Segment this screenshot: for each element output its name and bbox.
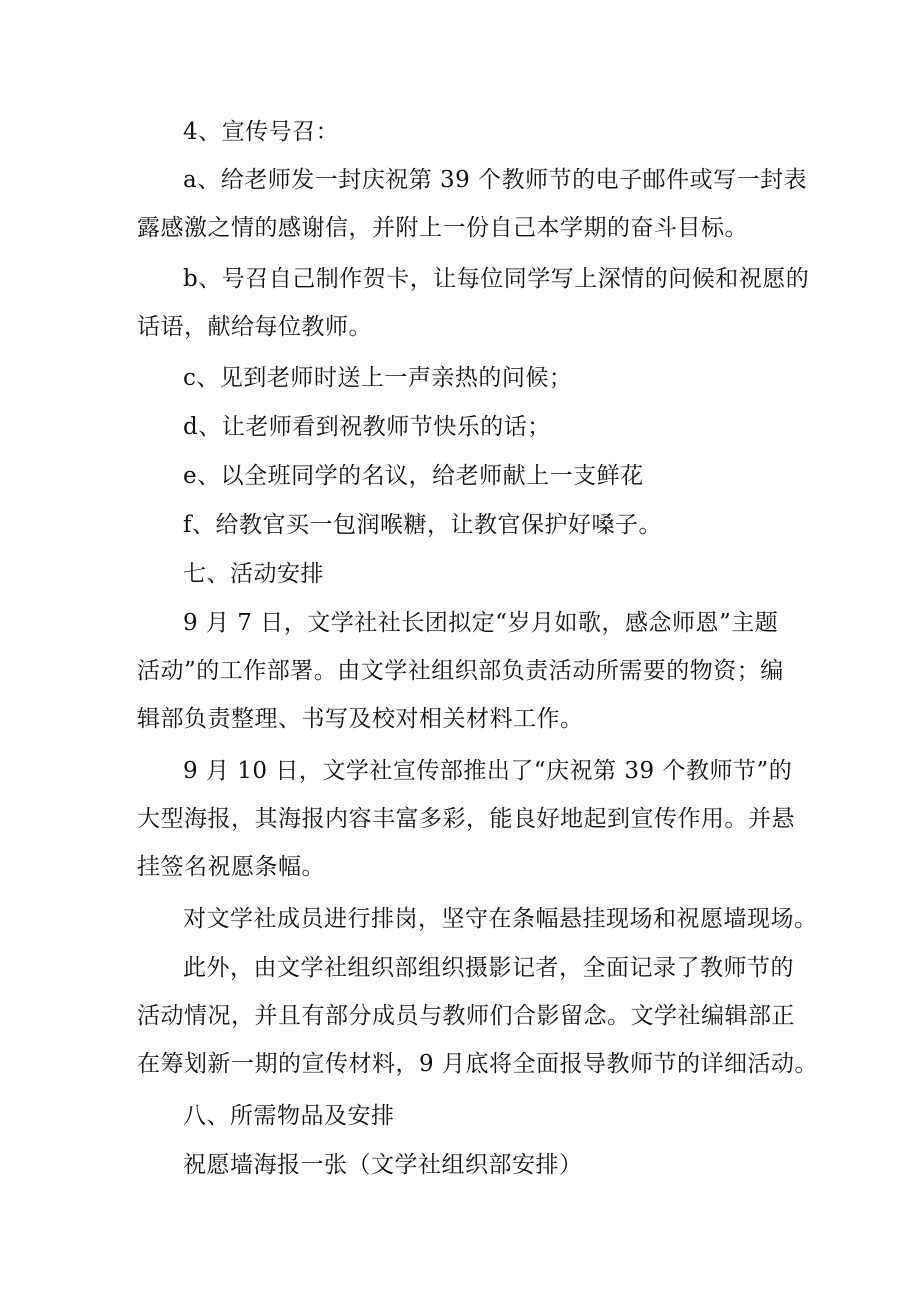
paragraph-item-b — [137, 255, 817, 351]
paragraph-photography — [137, 944, 817, 1088]
paragraph-sept-10 — [137, 747, 817, 891]
paragraph-shift-arrangement — [137, 895, 817, 943]
text-line: d、让老师看到祝教师节快乐的话； — [183, 414, 551, 440]
paragraph-item-f — [137, 501, 817, 549]
text-line: 此外，由文学社组织部组织摄影记者，全面记录了教师节的 — [183, 955, 794, 981]
text-line: 9 月 7 日，文学社社长团拟定“岁月如歌，感念师恩”主题 — [183, 610, 779, 636]
section-heading-required-items — [137, 1092, 817, 1140]
paragraph-sept-7 — [137, 599, 817, 743]
paragraph-item-e — [137, 452, 817, 500]
text-line: 话语，献给每位教师。 — [137, 314, 372, 340]
text-line: 活动情况，并且有部分成员与教师们合影留念。文学社编辑部正 — [137, 1003, 795, 1029]
text-line: b、号召自己制作贺卡，让每位同学写上深情的问候和祝愿的 — [183, 266, 810, 292]
text-line: 在筹划新一期的宣传材料，9 月底将全面报导教师节的详细活动。 — [137, 1051, 818, 1077]
text-line: f、给教官买一包润喉糖，让教官保护好嗓子。 — [183, 512, 663, 538]
paragraph-item-d — [137, 403, 817, 451]
text-line: 辑部负责整理、书写及校对相关材料工作。 — [137, 706, 584, 732]
text-line: 露感激之情的感谢信，并附上一份自己本学期的奋斗目标。 — [137, 215, 748, 241]
paragraph-wish-wall-poster — [137, 1141, 817, 1189]
paragraph-item-c — [137, 354, 817, 402]
text-line: a、给老师发一封庆祝第 39 个教师节的电子邮件或写一封表 — [183, 167, 808, 193]
paragraph-item-a — [137, 156, 817, 252]
text-line: 9 月 10 日，文学社宣传部推出了“庆祝第 39 个教师节”的 — [183, 758, 793, 784]
text-line: 祝愿墙海报一张（文学社组织部安排） — [183, 1152, 583, 1178]
text-line: 八、所需物品及安排 — [183, 1103, 395, 1129]
text-line: 七、活动安排 — [183, 561, 324, 587]
text-line: 活动”的工作部署。由文学社组织部负责活动所需要的物资；编 — [137, 658, 784, 684]
text-line: c、见到老师时送上一声亲热的问候； — [183, 365, 573, 391]
section-heading-activity-arrangement — [137, 550, 817, 598]
text-line: 4、宣传号召： — [183, 119, 340, 145]
text-line: e、以全班同学的名议，给老师献上一支鲜花 — [183, 463, 644, 489]
text-line: 对文学社成员进行排岗，坚守在条幅悬挂现场和祝愿墙现场。 — [183, 906, 818, 932]
text-line: 挂签名祝愿条幅。 — [137, 854, 325, 880]
paragraph-publicity-call-heading — [137, 108, 817, 156]
text-line: 大型海报，其海报内容丰富多彩，能良好地起到宣传作用。并悬 — [137, 806, 795, 832]
